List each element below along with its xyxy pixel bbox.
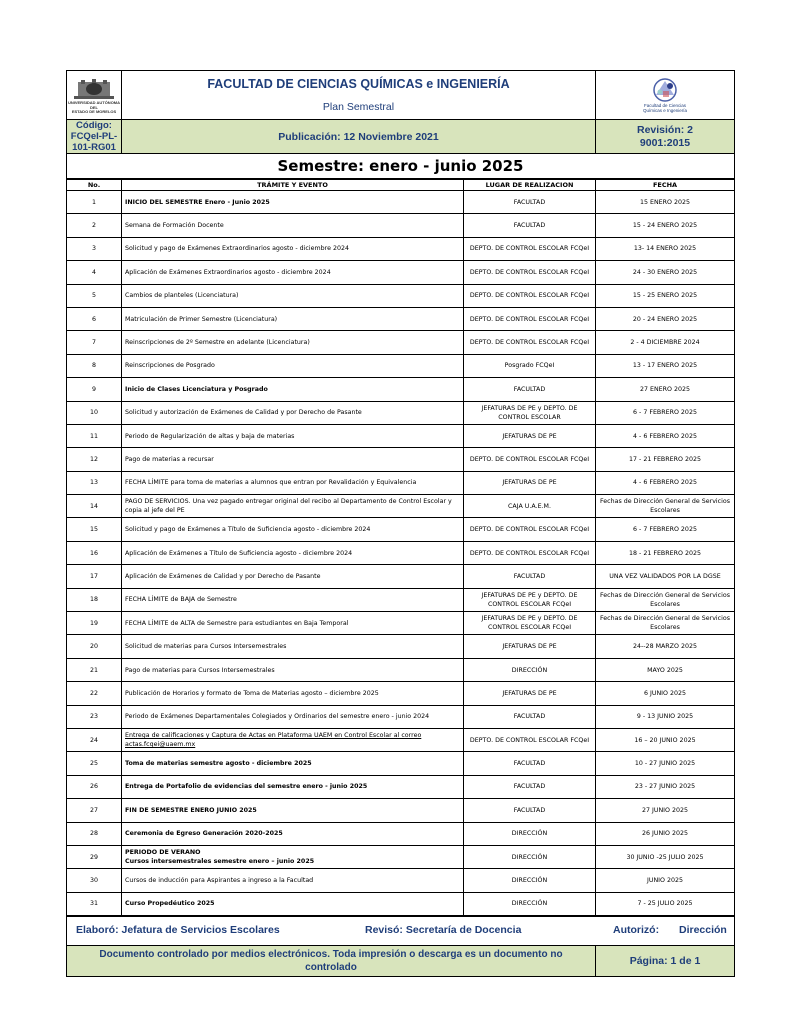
row-place: FACULTAD	[464, 752, 596, 775]
row-event	[122, 307, 464, 330]
row-place: DIRECCIÓN	[464, 658, 596, 681]
row-event	[122, 775, 464, 798]
row-event-text: Pago de materias para Cursos Intersemestrales	[125, 666, 275, 674]
row-event-text: Toma de materias semestre agosto - diciembre 2025	[125, 760, 312, 768]
row-place: DIRECCIÓN	[464, 822, 596, 845]
table-header-row	[67, 180, 735, 191]
faculty-title: FACULTAD DE CIENCIAS QUÍMICAS e INGENIERÍA	[207, 77, 510, 91]
row-date: 13- 14 ENERO 2025	[596, 237, 735, 260]
row-date: 30 JUNIO -25 JULIO 2025	[596, 845, 735, 868]
row-event	[122, 448, 464, 471]
row-date: 6 - 7 FEBRERO 2025	[596, 518, 735, 541]
row-number: 2	[67, 214, 122, 237]
row-number: 15	[67, 518, 122, 541]
row-date: Fechas de Dirección General de Servicios Escolares	[596, 588, 735, 611]
row-date: 27 JUNIO 2025	[596, 799, 735, 822]
table-row	[67, 424, 735, 447]
uaem-logo-text: UNIVERSIDAD AUTÓNOMA DEL ESTADO DE MORELOS	[67, 100, 121, 115]
row-place: DEPTO. DE CONTROL ESCOLAR FCQeI	[464, 728, 596, 751]
row-place: FACULTAD	[464, 775, 596, 798]
table-row	[67, 448, 735, 471]
row-place: DEPTO. DE CONTROL ESCOLAR FCQeI	[464, 307, 596, 330]
row-place: JEFATURAS DE PE y DEPTO. DE CONTROL ESCOLAR FCQeI	[464, 588, 596, 611]
row-date: 23 - 27 JUNIO 2025	[596, 775, 735, 798]
table-row	[67, 682, 735, 705]
row-event	[122, 752, 464, 775]
table-row	[67, 565, 735, 588]
row-place: JEFATURAS DE PE	[464, 471, 596, 494]
row-number: 30	[67, 869, 122, 892]
table-row	[67, 635, 735, 658]
row-event	[122, 214, 464, 237]
row-date: 24--28 MARZO 2025	[596, 635, 735, 658]
row-place: JEFATURAS DE PE y DEPTO. DE CONTROL ESCOLAR	[464, 401, 596, 424]
row-number: 22	[67, 682, 122, 705]
row-event-text: Solicitud y pago de Exámenes Extraordinarios agosto - diciembre 2024	[125, 245, 349, 253]
row-number: 20	[67, 635, 122, 658]
row-date: 24 - 30 ENERO 2025	[596, 261, 735, 284]
row-number: 9	[67, 378, 122, 401]
autorizo-value: Dirección	[679, 924, 727, 937]
row-event	[122, 471, 464, 494]
table-row	[67, 354, 735, 377]
row-date: 26 JUNIO 2025	[596, 822, 735, 845]
row-event-text: Cambios de planteles (Licenciatura)	[125, 292, 239, 300]
row-place: DEPTO. DE CONTROL ESCOLAR FCQeI	[464, 518, 596, 541]
row-event	[122, 892, 464, 915]
row-number: 13	[67, 471, 122, 494]
row-event	[122, 705, 464, 728]
row-event	[122, 284, 464, 307]
col-header-no: No.	[67, 180, 122, 191]
row-place: FACULTAD	[464, 378, 596, 401]
row-event	[122, 424, 464, 447]
col-header-date: FECHA	[596, 180, 735, 191]
row-date: 15 - 24 ENERO 2025	[596, 214, 735, 237]
row-event-text: Periodo de Exámenes Departamentales Colegiados y Ordinarios del semestre enero - junio 2024	[125, 713, 430, 721]
table-row	[67, 752, 735, 775]
row-place: DIRECCIÓN	[464, 869, 596, 892]
row-event	[122, 658, 464, 681]
row-date: Fechas de Dirección General de Servicios Escolares	[596, 612, 735, 635]
document	[66, 70, 734, 977]
table-row	[67, 214, 735, 237]
row-event-text: Entrega de calificaciones y Captura de Actas en Plataforma UAEM en Control Escolar al correo	[125, 732, 422, 740]
row-event	[122, 518, 464, 541]
row-date: 20 - 24 ENERO 2025	[596, 307, 735, 330]
row-event-text: Aplicación de Exámenes de Calidad y por Derecho de Pasante	[125, 572, 321, 580]
row-event	[122, 331, 464, 354]
row-event-text: Curso Propedéutico 2025	[125, 900, 215, 908]
row-number: 28	[67, 822, 122, 845]
row-event-text: Solicitud y pago de Exámenes a Título de Suficiencia agosto - diciembre 2024	[125, 526, 371, 534]
table-row	[67, 378, 735, 401]
row-number: 7	[67, 331, 122, 354]
row-event	[122, 191, 464, 214]
row-event-text: FECHA LÍMITE para toma de materias a alumnos que entran por Revalidación y Equivalencia	[125, 479, 417, 487]
table-row	[67, 775, 735, 798]
row-event-text: Periodo de Regularización de altas y baja de materias	[125, 432, 295, 440]
fcq-logo-icon	[650, 77, 680, 103]
row-date: 9 - 13 JUNIO 2025	[596, 705, 735, 728]
row-number: 3	[67, 237, 122, 260]
row-number: 21	[67, 658, 122, 681]
row-number: 24	[67, 728, 122, 751]
row-number: 14	[67, 495, 122, 518]
row-number: 23	[67, 705, 122, 728]
codigo-label: Código: FCQeI-PL-101-RG01	[67, 120, 122, 154]
row-place: FACULTAD	[464, 191, 596, 214]
row-event-text: INICIO DEL SEMESTRE Enero - Junio 2025	[125, 198, 270, 206]
row-number: 26	[67, 775, 122, 798]
row-place: Posgrado FCQeI	[464, 354, 596, 377]
row-event	[122, 495, 464, 518]
row-date: 15 - 25 ENERO 2025	[596, 284, 735, 307]
row-event	[122, 869, 464, 892]
row-event	[122, 682, 464, 705]
table-row	[67, 612, 735, 635]
row-event	[122, 401, 464, 424]
semester-title: Semestre: enero - junio 2025	[67, 154, 735, 179]
col-header-place: LUGAR DE REALIZACION	[464, 180, 596, 191]
table-row	[67, 822, 735, 845]
row-number: 6	[67, 307, 122, 330]
col-header-event: TRÁMITE Y EVENTO	[122, 180, 464, 191]
row-place: DEPTO. DE CONTROL ESCOLAR FCQeI	[464, 541, 596, 564]
table-row	[67, 307, 735, 330]
row-place: DEPTO. DE CONTROL ESCOLAR FCQeI	[464, 237, 596, 260]
table-row	[67, 892, 735, 915]
row-place: FACULTAD	[464, 705, 596, 728]
row-event-text: FECHA LÍMITE de BAJA de Semestre	[125, 596, 237, 604]
row-event-email-link[interactable]: actas.fcqei@uaem.mx	[125, 741, 196, 749]
table-row	[67, 728, 735, 751]
row-place: DEPTO. DE CONTROL ESCOLAR FCQeI	[464, 284, 596, 307]
plan-title: Plan Semestral	[322, 101, 395, 113]
row-date: 2 - 4 DICIEMBRE 2024	[596, 331, 735, 354]
row-event	[122, 635, 464, 658]
row-date: 18 - 21 FEBRERO 2025	[596, 541, 735, 564]
row-number: 25	[67, 752, 122, 775]
row-event	[122, 378, 464, 401]
table-row	[67, 541, 735, 564]
table-row	[67, 191, 735, 214]
table-row	[67, 658, 735, 681]
table-row	[67, 588, 735, 611]
row-event	[122, 799, 464, 822]
table-row	[67, 845, 735, 868]
row-event	[122, 354, 464, 377]
row-number: 11	[67, 424, 122, 447]
row-place: JEFATURAS DE PE	[464, 682, 596, 705]
elaboro-label: Elaboró: Jefatura de Servicios Escolares	[76, 924, 280, 937]
row-place: FACULTAD	[464, 799, 596, 822]
row-event	[122, 728, 464, 751]
row-place: DIRECCIÓN	[464, 892, 596, 915]
row-number: 5	[67, 284, 122, 307]
row-place: CAJA U.A.E.M.	[464, 495, 596, 518]
row-event-text: Entrega de Portafolio de evidencias del semestre enero - junio 2025	[125, 783, 368, 791]
header-table	[66, 70, 735, 179]
row-number: 12	[67, 448, 122, 471]
row-date: 16 – 20 JUNIO 2025	[596, 728, 735, 751]
row-event-text-2: Cursos intersemestrales semestre enero – junio 2025	[125, 858, 315, 866]
row-date: 7 - 25 JULIO 2025	[596, 892, 735, 915]
row-event-text: Inicio de Clases Licenciatura y Posgrado	[125, 385, 268, 393]
row-place: JEFATURAS DE PE	[464, 635, 596, 658]
publicacion-label: Publicación: 12 Noviembre 2021	[122, 120, 596, 154]
row-number: 17	[67, 565, 122, 588]
row-date: 17 - 21 FEBRERO 2025	[596, 448, 735, 471]
row-event	[122, 588, 464, 611]
row-event	[122, 565, 464, 588]
row-event	[122, 237, 464, 260]
row-date: 10 - 27 JUNIO 2025	[596, 752, 735, 775]
row-number: 27	[67, 799, 122, 822]
table-row	[67, 471, 735, 494]
revision-label: Revisión: 2 9001:2015	[596, 120, 735, 154]
row-event-text: PERIODO DE VERANO	[125, 849, 201, 857]
row-number: 8	[67, 354, 122, 377]
row-date: 4 - 6 FEBRERO 2025	[596, 471, 735, 494]
table-row	[67, 799, 735, 822]
row-event	[122, 261, 464, 284]
table-row	[67, 331, 735, 354]
row-event-text: Aplicación de Exámenes Extraordinarios agosto - diciembre 2024	[125, 268, 331, 276]
row-number: 29	[67, 845, 122, 868]
row-event-text: Reinscripciones de 2º Semestre en adelante (Licenciatura)	[125, 339, 310, 347]
row-event-text: Reinscripciones de Posgrado	[125, 362, 215, 370]
row-number: 1	[67, 191, 122, 214]
row-number: 31	[67, 892, 122, 915]
row-date: MAYO 2025	[596, 658, 735, 681]
footer-table	[66, 916, 735, 977]
row-place: DIRECCIÓN	[464, 845, 596, 868]
row-event-text: Solicitud y autorización de Exámenes de Calidad y por Derecho de Pasante	[125, 409, 362, 417]
row-event-text: Cursos de inducción para Aspirantes a ingreso a la Facultad	[125, 877, 314, 885]
table-row	[67, 495, 735, 518]
calendar-table	[66, 179, 735, 916]
row-event-text: Solicitud de materias para Cursos Intersemestrales	[125, 643, 287, 651]
row-number: 18	[67, 588, 122, 611]
row-event-text: Ceremonia de Egreso Generación 2020-2025	[125, 830, 283, 838]
reviso-label: Revisó: Secretaría de Docencia	[365, 924, 522, 937]
row-event	[122, 612, 464, 635]
row-event-text: Pago de materias a recursar	[125, 455, 214, 463]
row-date: 4 - 6 FEBRERO 2025	[596, 424, 735, 447]
controlled-notice: Documento controlado por medios electrónicos. Toda impresión o descarga es un documento no controlado	[67, 946, 596, 977]
row-date: JUNIO 2025	[596, 869, 735, 892]
row-place: DEPTO. DE CONTROL ESCOLAR FCQeI	[464, 331, 596, 354]
row-event-text: FECHA LÍMITE de ALTA de Semestre para estudiantes en Baja Temporal	[125, 619, 349, 627]
row-event-text: PAGO DE SERVICIOS. Una vez pagado entregar original del recibo al Departamento de Control Escolar y copia al jefe del PE	[125, 498, 452, 515]
row-date: 27 ENERO 2025	[596, 378, 735, 401]
table-row	[67, 237, 735, 260]
row-event-text: FIN DE SEMESTRE ENERO JUNIO 2025	[125, 806, 257, 814]
signature-row	[67, 917, 735, 946]
fcq-logo-cell	[596, 71, 735, 120]
row-event	[122, 541, 464, 564]
title-cell	[122, 71, 596, 120]
row-number: 16	[67, 541, 122, 564]
row-event-text: Aplicación de Exámenes a Título de Suficiencia agosto - diciembre 2024	[125, 549, 353, 557]
fcq-logo-text: Facultad de Ciencias Químicas e Ingeniería	[642, 103, 688, 113]
row-event	[122, 845, 464, 868]
row-number: 4	[67, 261, 122, 284]
row-date: 6 - 7 FEBRERO 2025	[596, 401, 735, 424]
row-place: DEPTO. DE CONTROL ESCOLAR FCQeI	[464, 448, 596, 471]
row-place: JEFATURAS DE PE y DEPTO. DE CONTROL ESCOLAR FCQeI	[464, 612, 596, 635]
row-date: 13 - 17 ENERO 2025	[596, 354, 735, 377]
table-row	[67, 869, 735, 892]
row-event-text: Publicación de Horarios y formato de Toma de Materias agosto – diciembre 2025	[125, 689, 379, 697]
table-row	[67, 261, 735, 284]
uaem-logo-cell	[67, 71, 122, 120]
uaem-logo-icon	[72, 79, 116, 101]
row-date: Fechas de Dirección General de Servicios Escolares	[596, 495, 735, 518]
row-date: 6 JUNIO 2025	[596, 682, 735, 705]
table-row	[67, 401, 735, 424]
table-row	[67, 705, 735, 728]
table-row	[67, 284, 735, 307]
row-event-text: Matriculación de Primer Semestre (Licenciatura)	[125, 315, 278, 323]
row-place: FACULTAD	[464, 565, 596, 588]
autorizo-label: Autorizó:	[613, 924, 660, 937]
row-place: JEFATURAS DE PE	[464, 424, 596, 447]
row-number: 19	[67, 612, 122, 635]
page-number: Página: 1 de 1	[596, 946, 735, 977]
row-event-text: Semana de Formación Docente	[125, 222, 224, 230]
table-row	[67, 518, 735, 541]
row-date: 15 ENERO 2025	[596, 191, 735, 214]
row-place: FACULTAD	[464, 214, 596, 237]
row-place: DEPTO. DE CONTROL ESCOLAR FCQeI	[464, 261, 596, 284]
row-event	[122, 822, 464, 845]
row-date: UNA VEZ VALIDADOS POR LA DGSE	[596, 565, 735, 588]
row-number: 10	[67, 401, 122, 424]
